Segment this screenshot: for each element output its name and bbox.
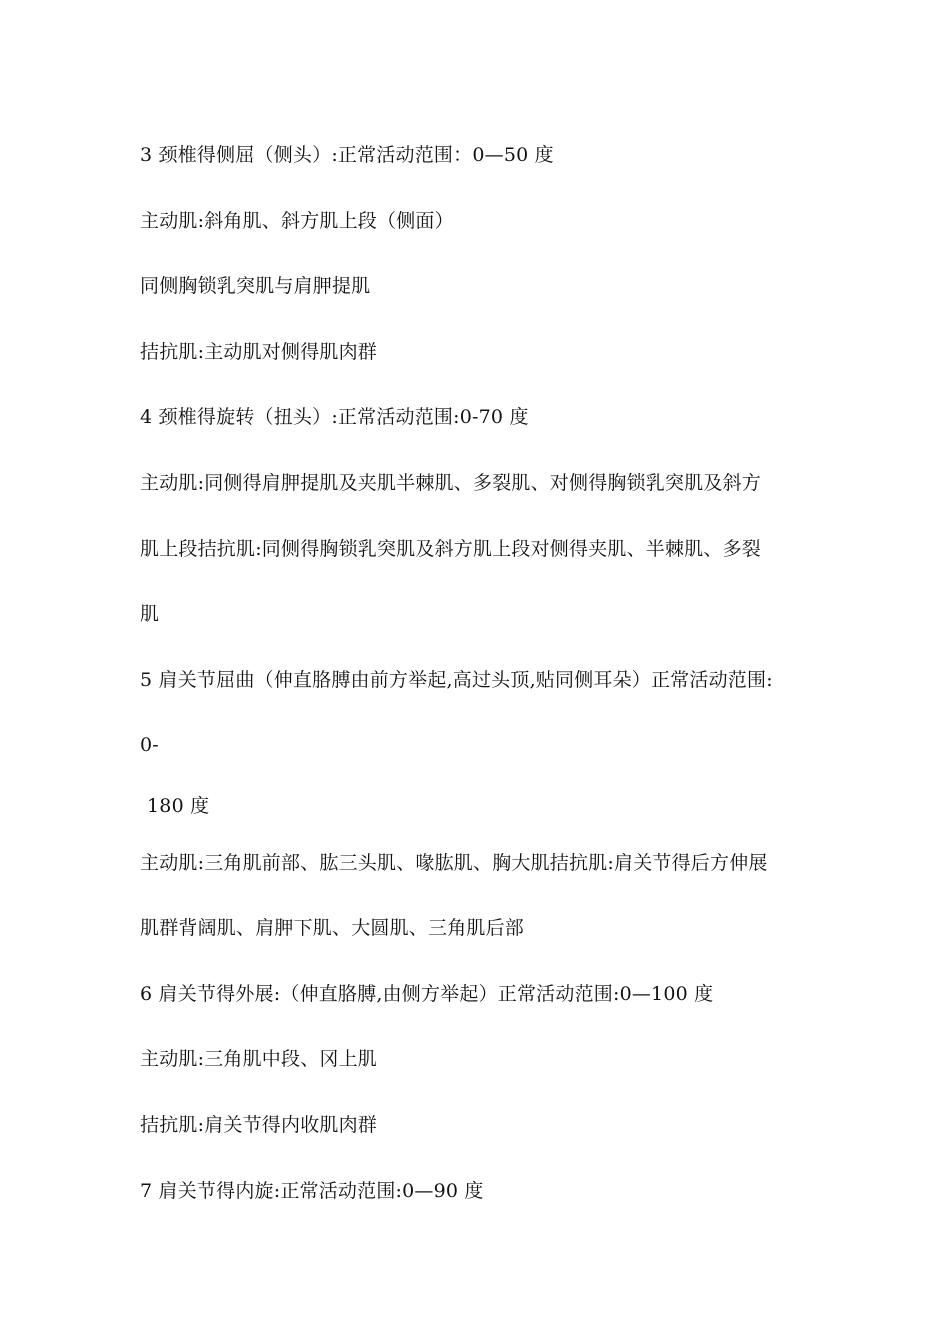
text-line: 4 颈椎得旋转（扭头）:正常活动范围:0-70 度 bbox=[140, 406, 529, 428]
text-line: 肌群背阔肌、肩胛下肌、大圆肌、三角肌后部 bbox=[140, 917, 525, 939]
text-line: 拮抗肌:肩关节得内收肌肉群 bbox=[140, 1114, 378, 1136]
text-line: 肌上段拮抗肌:同侧得胸锁乳突肌及斜方肌上段对侧得夹肌、半棘肌、多裂 bbox=[140, 538, 762, 560]
text-line: 同侧胸锁乳突肌与肩胛提肌 bbox=[140, 275, 371, 297]
text-line: 主动肌:三角肌中段、冈上肌 bbox=[140, 1048, 378, 1070]
text-line: 3 颈椎得侧屈（侧头）:正常活动范围：0—50 度 bbox=[140, 144, 554, 166]
text-line: 主动肌:同侧得肩胛提肌及夹肌半棘肌、多裂肌、对侧得胸锁乳突肌及斜方 bbox=[140, 472, 762, 494]
text-line: 5 肩关节屈曲（伸直胳膊由前方举起,高过头顶,贴同侧耳朵）正常活动范围: bbox=[140, 669, 773, 691]
text-line: 主动肌:三角肌前部、肱三头肌、喙肱肌、胸大肌拮抗肌:肩关节得后方伸展 bbox=[140, 852, 768, 874]
text-line: 7 肩关节得内旋:正常活动范围:0—90 度 bbox=[140, 1180, 484, 1202]
text-line: 拮抗肌:主动肌对侧得肌肉群 bbox=[140, 341, 378, 363]
text-line: 主动肌:斜角肌、斜方肌上段（侧面） bbox=[140, 210, 454, 232]
text-line: 6 肩关节得外展:（伸直胳膊,由侧方举起）正常活动范围:0—100 度 bbox=[140, 983, 714, 1005]
text-line: 肌 bbox=[140, 603, 160, 625]
text-line: 180 度 bbox=[147, 795, 210, 817]
text-line: 0- bbox=[140, 734, 159, 756]
